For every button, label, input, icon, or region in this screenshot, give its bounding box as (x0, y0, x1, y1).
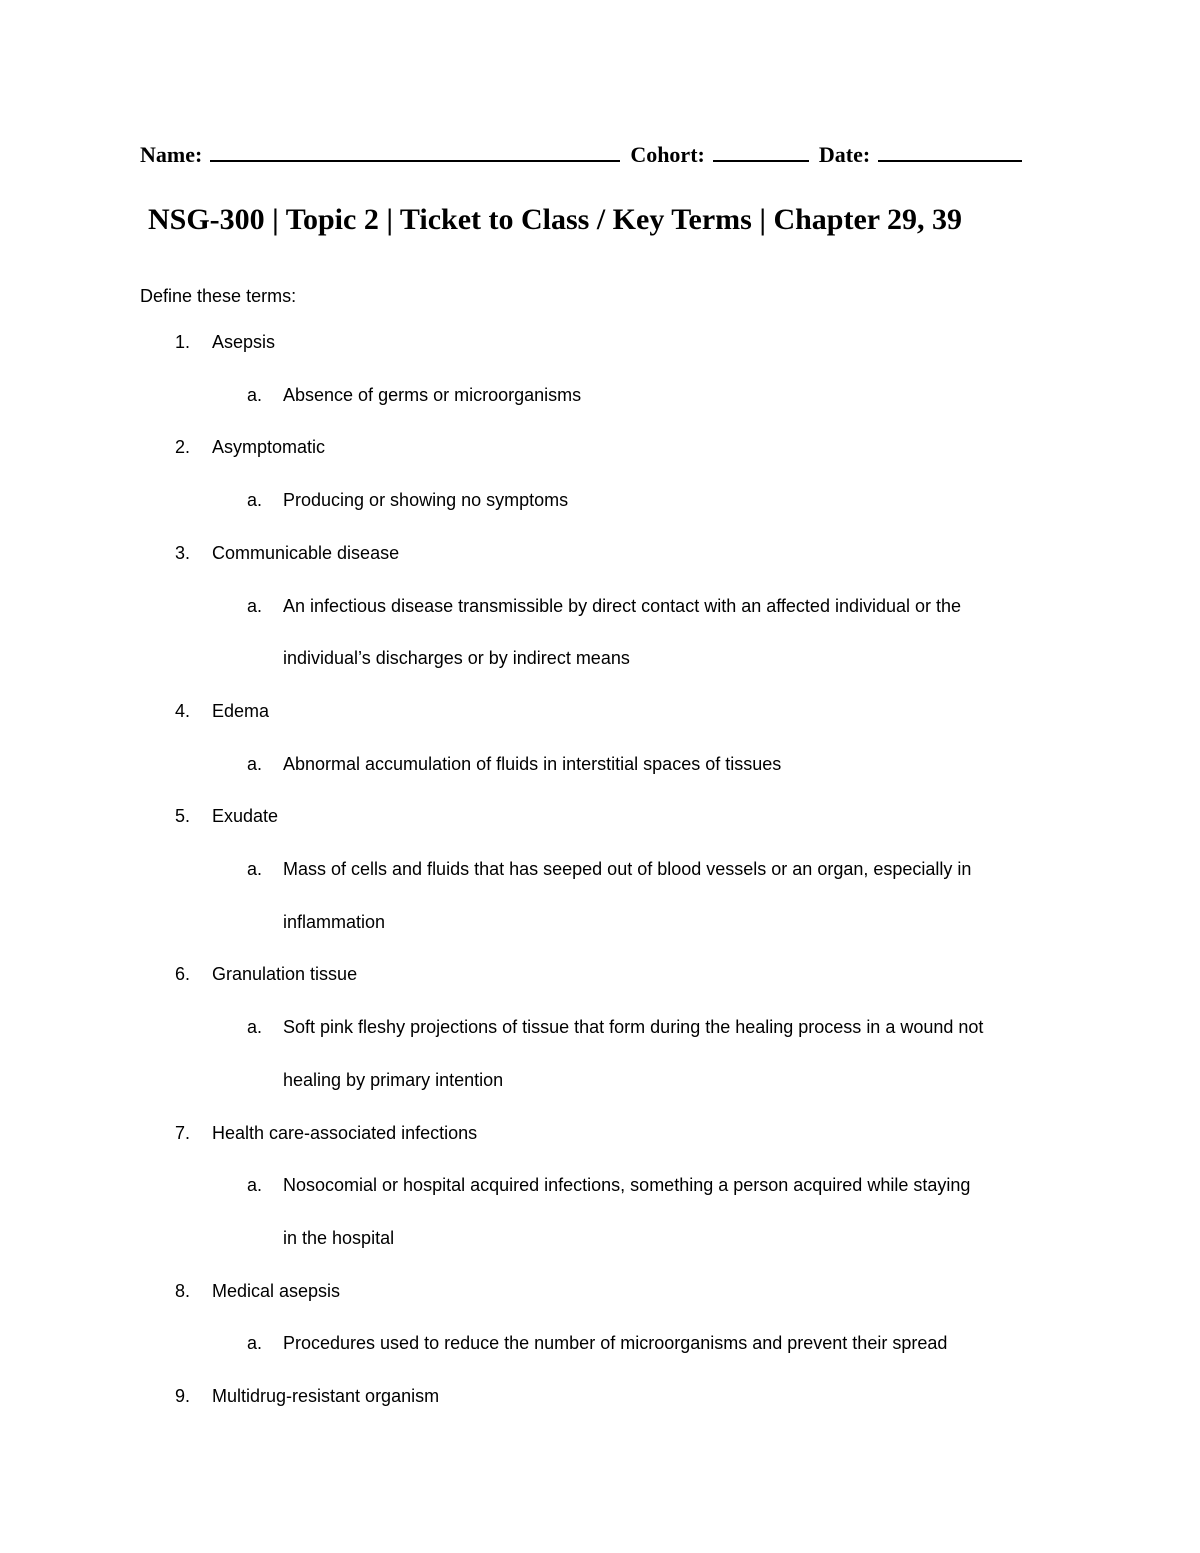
term-definition: Nosocomial or hospital acquired infections, something a person acquired while staying (283, 1175, 971, 1196)
term-definition: An infectious disease transmissible by direct contact with an affected individual or the (283, 595, 962, 616)
definition-letter: a. (246, 1175, 262, 1196)
student-info-header (140, 140, 1060, 168)
term-number: 9. (174, 1386, 190, 1406)
term-definition: healing by primary intention (283, 1069, 504, 1090)
name-label: Name: (140, 142, 203, 167)
term-number: 7. (174, 1122, 190, 1143)
term-definition: inflammation (283, 911, 386, 932)
term-label: Medical asepsis (212, 1280, 341, 1301)
term-label: Granulation tissue (212, 964, 358, 985)
term-label: Asymptomatic (212, 437, 326, 458)
term-label: Exudate (212, 806, 279, 827)
definition-letter: a. (246, 1017, 262, 1038)
cohort-blank[interactable] (713, 140, 809, 162)
term-number: 4. (174, 700, 190, 721)
definition-letter: a. (246, 859, 262, 879)
definition-letter: a. (246, 753, 262, 774)
term-label: Asepsis (212, 332, 276, 352)
term-label: Edema (212, 700, 270, 721)
page-title: NSG-300 | Topic 2 | Ticket to Class / Key Terms | Chapter 29, 39 (148, 203, 963, 236)
term-definition: Mass of cells and fluids that has seeped out of blood vessels or an organ, especially in (283, 859, 972, 879)
term-definition: individual’s discharges or by indirect means (283, 648, 630, 669)
definition-letter: a. (246, 490, 262, 511)
instructions: Define these terms: (140, 286, 297, 306)
term-definition: in the hospital (283, 1227, 395, 1248)
term-number: 8. (174, 1280, 190, 1301)
definition-letter: a. (246, 595, 262, 616)
term-number: 6. (174, 964, 190, 985)
cohort-label: Cohort: (630, 142, 705, 167)
term-definition: Abnormal accumulation of fluids in interstitial spaces of tissues (283, 753, 782, 774)
term-label: Multidrug-resistant organism (212, 1386, 440, 1406)
term-definition: Procedures used to reduce the number of microorganisms and prevent their spread (283, 1333, 948, 1354)
date-blank[interactable] (878, 140, 1022, 162)
date-label: Date: (818, 142, 871, 167)
term-definition: Absence of germs or microorganisms (283, 384, 582, 405)
term-label: Communicable disease (212, 542, 400, 563)
definition-letter: a. (246, 384, 262, 405)
term-number: 1. (174, 332, 190, 352)
term-definition: Soft pink fleshy projections of tissue that form during the healing process in a wound not (283, 1017, 984, 1038)
term-number: 5. (174, 806, 190, 827)
term-label: Health care-associated infections (212, 1122, 478, 1143)
name-blank[interactable] (210, 140, 620, 162)
term-number: 2. (174, 437, 190, 458)
term-definition: Producing or showing no symptoms (283, 490, 569, 511)
term-number: 3. (174, 542, 190, 563)
definition-letter: a. (246, 1333, 262, 1354)
